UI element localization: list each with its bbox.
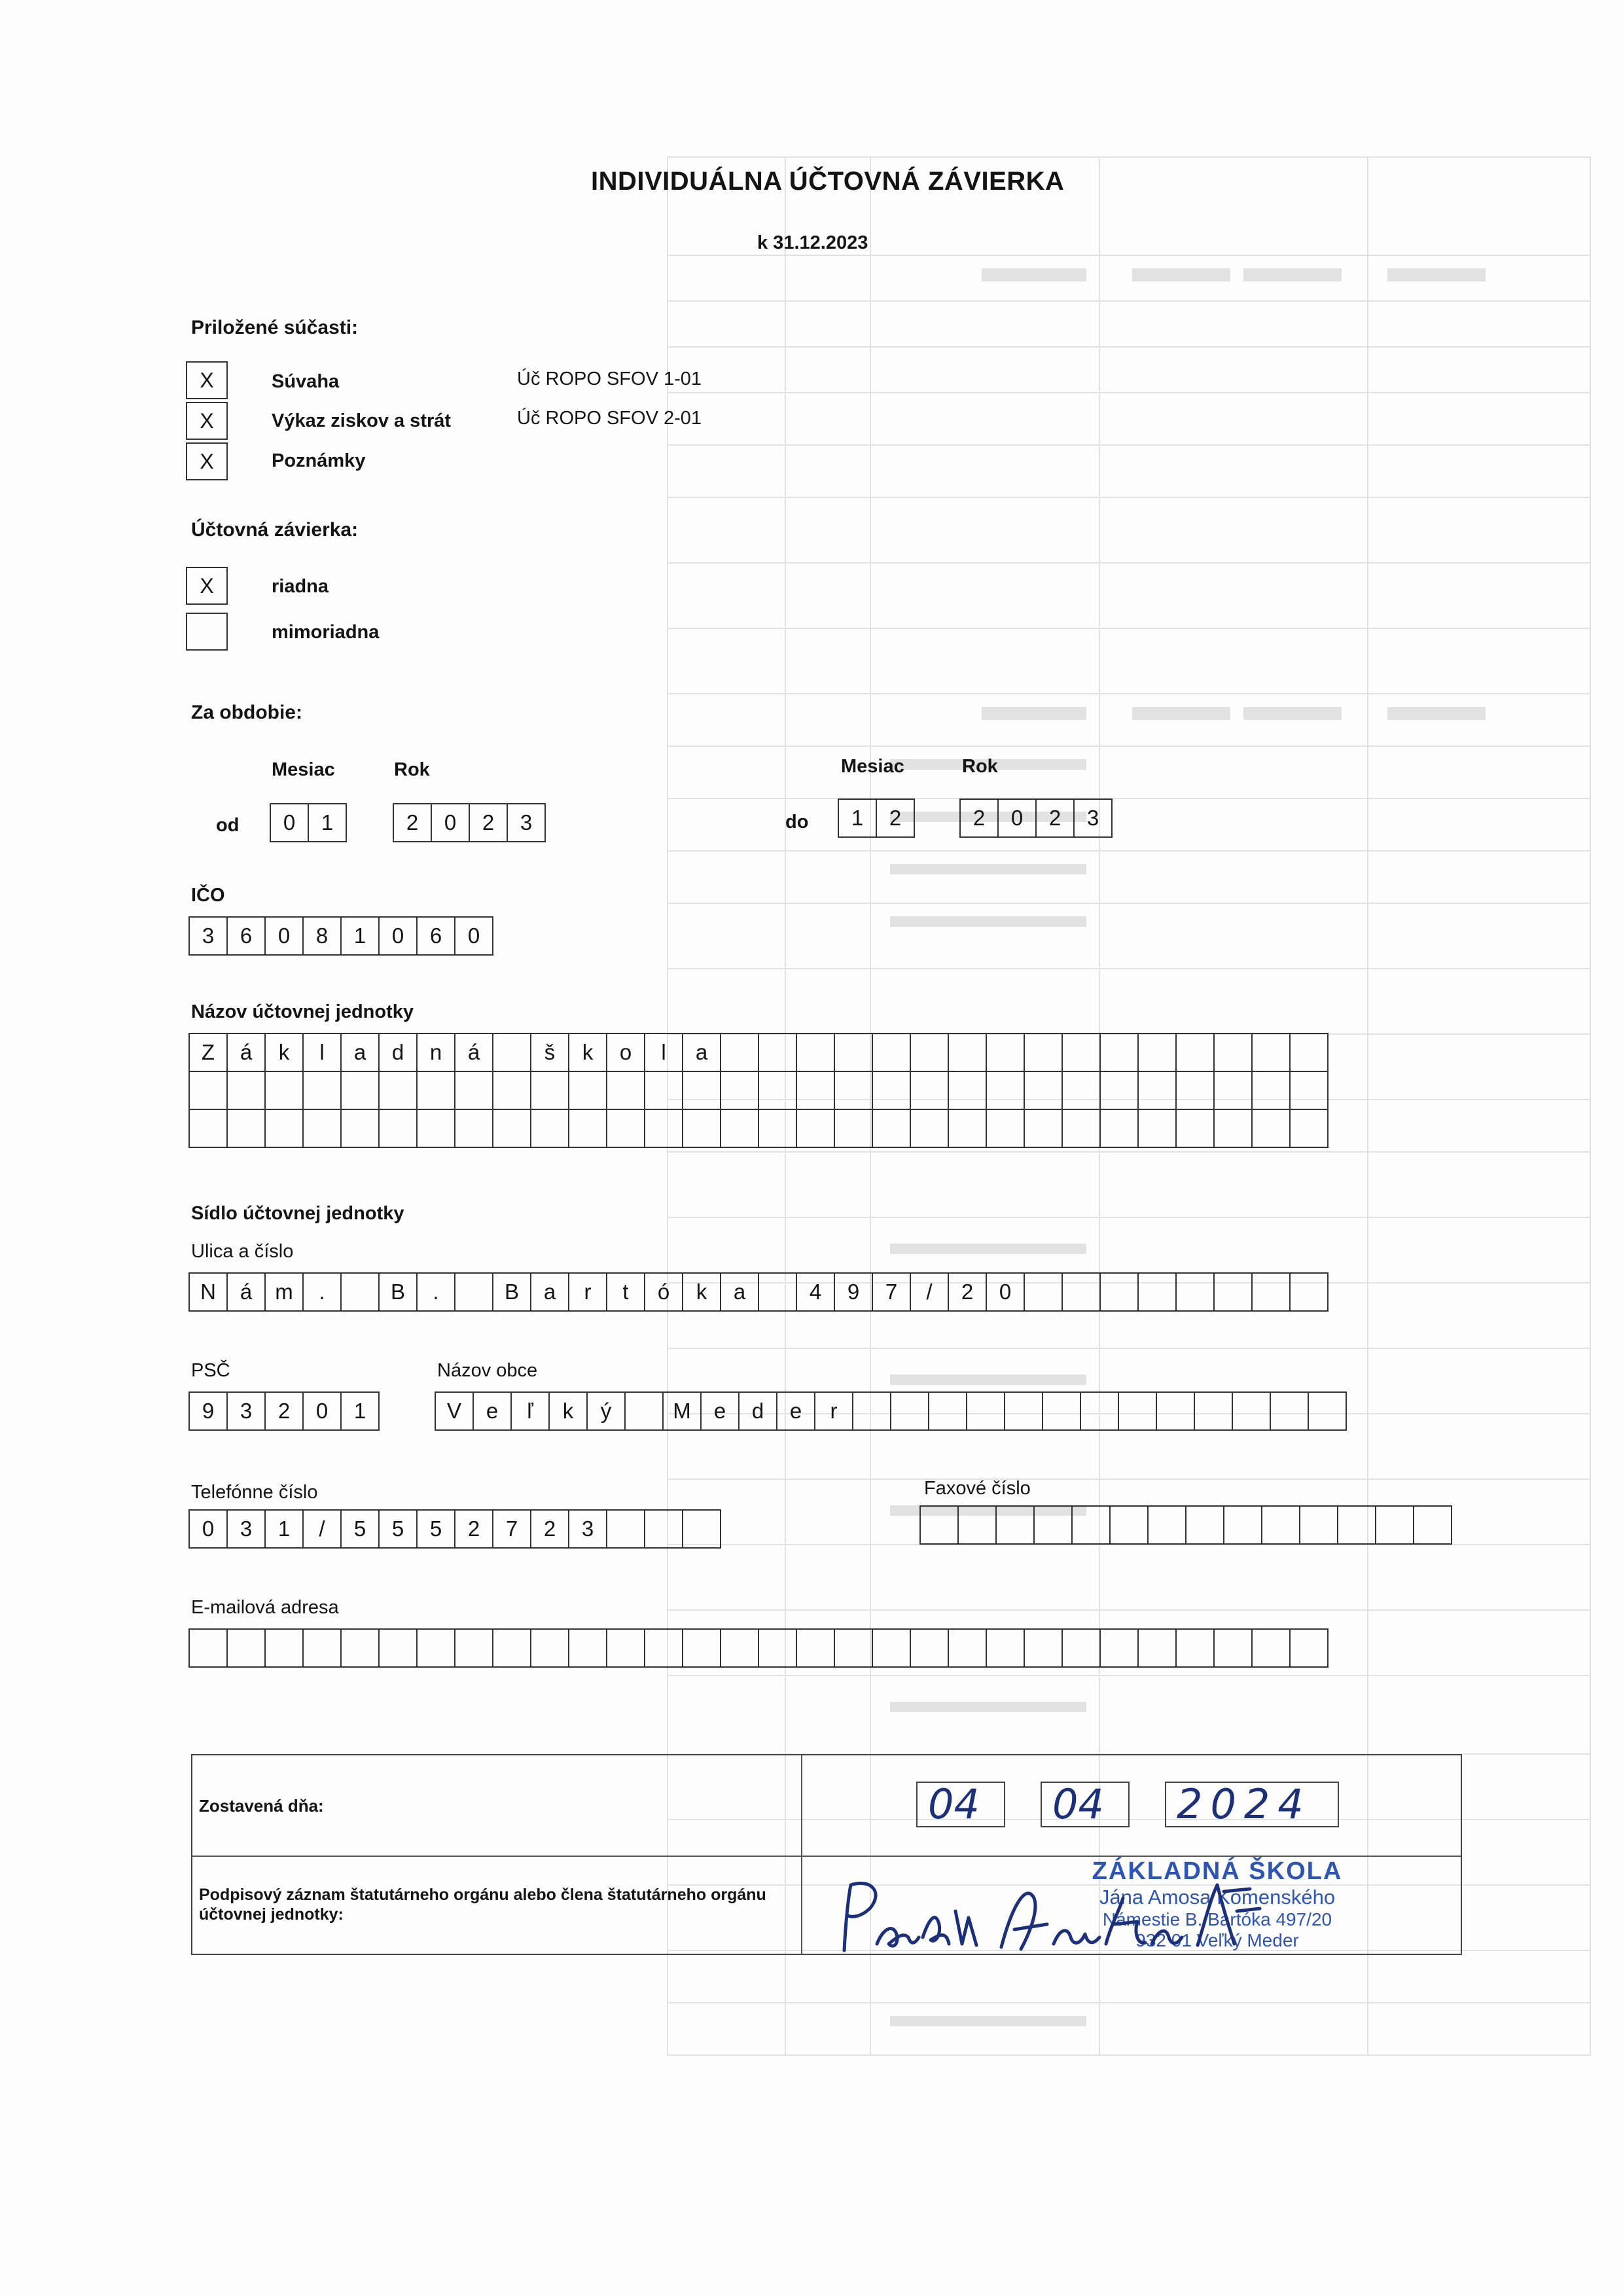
ico-cell[interactable]: 3 xyxy=(188,916,228,956)
statement-type-heading: Účtovná závierka: xyxy=(191,519,359,541)
street-cell[interactable]: m xyxy=(264,1272,304,1312)
city-cell[interactable] xyxy=(624,1391,664,1431)
from-year-cell[interactable]: 0 xyxy=(431,803,470,842)
street-cell[interactable]: B xyxy=(492,1272,531,1312)
entity-name-cell[interactable] xyxy=(1251,1109,1291,1148)
entity-name-cell[interactable] xyxy=(302,1071,342,1110)
entity-name-cell[interactable] xyxy=(948,1033,987,1072)
entity-name-cell[interactable] xyxy=(1024,1109,1063,1148)
stamp-line-4: 932 01 Veľký Meder xyxy=(1135,1930,1299,1950)
entity-name-cell[interactable] xyxy=(416,1071,455,1110)
period-from-year-label: Rok xyxy=(394,759,430,780)
street-cell[interactable]: . xyxy=(416,1272,455,1312)
email-cell[interactable] xyxy=(1289,1628,1329,1668)
signature-section-column-divider xyxy=(801,1755,802,1954)
phone-cell[interactable]: 1 xyxy=(264,1509,304,1549)
entity-name-cell[interactable] xyxy=(1213,1071,1253,1110)
entity-name-cell[interactable] xyxy=(986,1109,1025,1148)
fax-cell[interactable] xyxy=(1337,1505,1376,1545)
entity-name-field-row1[interactable] xyxy=(188,1033,1327,1072)
fax-cell[interactable] xyxy=(1375,1505,1414,1545)
entity-name-cell[interactable] xyxy=(986,1071,1025,1110)
period-from-month-label: Mesiac xyxy=(272,759,335,780)
street-cell[interactable] xyxy=(1175,1272,1215,1312)
signature-label: Podpisový záznam štatutárneho orgánu alebo člena štatutárneho orgánu účtovnej jednotky: xyxy=(199,1886,766,1924)
attachment-checkbox-vykaz[interactable]: X xyxy=(186,402,228,440)
phone-field[interactable] xyxy=(188,1509,720,1549)
city-cell[interactable] xyxy=(1004,1391,1043,1431)
city-cell[interactable] xyxy=(1118,1391,1157,1431)
street-cell[interactable]: 2 xyxy=(948,1272,987,1312)
from-year-cell[interactable]: 2 xyxy=(393,803,432,842)
document-title: INDIVIDUÁLNA ÚČTOVNÁ ZÁVIERKA xyxy=(591,167,1065,196)
entity-name-cell[interactable] xyxy=(758,1109,797,1148)
entity-name-cell[interactable] xyxy=(188,1071,228,1110)
entity-name-cell[interactable] xyxy=(1175,1033,1215,1072)
entity-name-cell[interactable] xyxy=(188,1109,228,1148)
street-cell[interactable] xyxy=(1251,1272,1291,1312)
street-cell[interactable]: 0 xyxy=(986,1272,1025,1312)
from-month-cell[interactable]: 0 xyxy=(270,803,309,842)
city-cell[interactable] xyxy=(966,1391,1005,1431)
entity-name-cell[interactable] xyxy=(834,1109,873,1148)
period-from-year-field[interactable] xyxy=(393,803,544,842)
fax-cell[interactable] xyxy=(919,1505,959,1545)
phone-cell[interactable]: 2 xyxy=(454,1509,493,1549)
fax-label: Faxové číslo xyxy=(924,1478,1031,1499)
statement-type-label-mimoriadna: mimoriadna xyxy=(272,622,380,643)
entity-name-cell[interactable] xyxy=(682,1071,721,1110)
from-year-cell[interactable]: 2 xyxy=(469,803,508,842)
phone-cell[interactable]: 5 xyxy=(416,1509,455,1549)
attachments-heading: Priložené súčasti: xyxy=(191,317,359,338)
compiled-month-box[interactable] xyxy=(1041,1782,1130,1827)
email-cell[interactable] xyxy=(986,1628,1025,1668)
psc-cell[interactable]: 9 xyxy=(188,1391,228,1431)
attachment-label-poznamky: Poznámky xyxy=(272,450,366,471)
entity-name-cell[interactable] xyxy=(910,1033,949,1072)
email-cell[interactable] xyxy=(1213,1628,1253,1668)
email-cell[interactable] xyxy=(834,1628,873,1668)
street-cell[interactable]: . xyxy=(302,1272,342,1312)
entity-name-field-row3[interactable] xyxy=(188,1109,1327,1148)
phone-cell[interactable]: 0 xyxy=(188,1509,228,1549)
entity-name-cell[interactable] xyxy=(302,1109,342,1148)
entity-name-cell[interactable] xyxy=(1137,1071,1177,1110)
street-cell[interactable]: 9 xyxy=(834,1272,873,1312)
phone-cell[interactable] xyxy=(606,1509,645,1549)
entity-name-cell[interactable] xyxy=(1175,1109,1215,1148)
email-cell[interactable] xyxy=(264,1628,304,1668)
attachment-code-suvaha: Úč ROPO SFOV 1-01 xyxy=(517,368,702,389)
entity-name-cell[interactable] xyxy=(378,1109,418,1148)
entity-name-cell[interactable] xyxy=(530,1071,569,1110)
email-cell[interactable] xyxy=(872,1628,911,1668)
stamp-line-2: Jána Amosa Komenského xyxy=(1099,1886,1336,1909)
fax-field[interactable] xyxy=(919,1505,1451,1545)
street-cell[interactable] xyxy=(1289,1272,1329,1312)
email-cell[interactable] xyxy=(1137,1628,1177,1668)
entity-name-cell[interactable] xyxy=(644,1071,683,1110)
entity-name-cell[interactable]: á xyxy=(454,1033,493,1072)
email-cell[interactable] xyxy=(644,1628,683,1668)
fax-cell[interactable] xyxy=(1147,1505,1186,1545)
psc-cell[interactable]: 3 xyxy=(226,1391,266,1431)
attachment-label-vykaz: Výkaz ziskov a strát xyxy=(272,410,452,431)
email-cell[interactable] xyxy=(416,1628,455,1668)
compiled-date-label: Zostavená dňa: xyxy=(199,1796,324,1816)
email-cell[interactable] xyxy=(454,1628,493,1668)
email-cell[interactable] xyxy=(568,1628,607,1668)
report-date: k 31.12.2023 xyxy=(757,232,868,253)
email-cell[interactable] xyxy=(378,1628,418,1668)
psc-cell[interactable]: 0 xyxy=(302,1391,342,1431)
entity-name-cell[interactable] xyxy=(530,1109,569,1148)
to-month-cell[interactable]: 1 xyxy=(838,798,877,838)
entity-name-cell[interactable] xyxy=(1061,1033,1101,1072)
entity-name-label: Názov účtovnej jednotky xyxy=(191,1001,414,1022)
entity-name-cell[interactable] xyxy=(1289,1109,1329,1148)
statement-type-checkbox-mimoriadna[interactable] xyxy=(186,613,228,651)
street-label: Ulica a číslo xyxy=(191,1241,294,1262)
compiled-day-box[interactable] xyxy=(916,1782,1005,1827)
fax-cell[interactable] xyxy=(995,1505,1035,1545)
entity-name-cell[interactable] xyxy=(758,1033,797,1072)
period-from-month-field[interactable] xyxy=(270,803,346,842)
entity-name-cell[interactable] xyxy=(1289,1071,1329,1110)
ico-cell[interactable]: 0 xyxy=(378,916,418,956)
city-cell[interactable]: M xyxy=(662,1391,702,1431)
attachment-label-suvaha: Súvaha xyxy=(272,371,340,392)
entity-name-cell[interactable]: á xyxy=(226,1033,266,1072)
phone-cell[interactable]: 3 xyxy=(568,1509,607,1549)
city-cell[interactable] xyxy=(1042,1391,1081,1431)
entity-name-cell[interactable] xyxy=(834,1033,873,1072)
entity-name-field-row2[interactable] xyxy=(188,1071,1327,1110)
entity-name-cell[interactable] xyxy=(606,1109,645,1148)
from-year-cell[interactable]: 3 xyxy=(507,803,546,842)
entity-name-cell[interactable] xyxy=(872,1071,911,1110)
fax-cell[interactable] xyxy=(1223,1505,1262,1545)
city-cell[interactable] xyxy=(928,1391,967,1431)
entity-name-cell[interactable]: n xyxy=(416,1033,455,1072)
to-year-cell[interactable]: 2 xyxy=(959,798,999,838)
phone-cell[interactable]: 5 xyxy=(340,1509,380,1549)
psc-field[interactable] xyxy=(188,1391,378,1431)
attachment-checkbox-suvaha[interactable]: X xyxy=(186,361,228,399)
city-cell[interactable] xyxy=(1156,1391,1195,1431)
ico-cell[interactable]: 0 xyxy=(264,916,304,956)
to-year-cell[interactable]: 2 xyxy=(1035,798,1075,838)
phone-label: Telefónne číslo xyxy=(191,1482,318,1503)
entity-name-cell[interactable]: Z xyxy=(188,1033,228,1072)
ico-label: IČO xyxy=(191,885,225,906)
entity-name-cell[interactable] xyxy=(796,1109,835,1148)
entity-name-cell[interactable] xyxy=(1251,1071,1291,1110)
entity-name-cell[interactable] xyxy=(1099,1033,1139,1072)
to-year-cell[interactable]: 3 xyxy=(1073,798,1113,838)
statement-type-checkbox-riadna[interactable]: X xyxy=(186,567,228,605)
street-cell[interactable] xyxy=(758,1272,797,1312)
street-cell[interactable]: k xyxy=(682,1272,721,1312)
city-cell[interactable]: ý xyxy=(586,1391,626,1431)
phone-cell[interactable]: / xyxy=(302,1509,342,1549)
entity-name-cell[interactable] xyxy=(568,1109,607,1148)
city-cell[interactable]: d xyxy=(738,1391,777,1431)
entity-name-cell[interactable] xyxy=(226,1071,266,1110)
city-cell[interactable]: V xyxy=(435,1391,474,1431)
entity-name-cell[interactable] xyxy=(910,1109,949,1148)
entity-name-cell[interactable] xyxy=(492,1033,531,1072)
city-field[interactable] xyxy=(435,1391,1346,1431)
ico-cell[interactable]: 6 xyxy=(226,916,266,956)
entity-name-cell[interactable] xyxy=(492,1071,531,1110)
phone-cell[interactable]: 2 xyxy=(530,1509,569,1549)
entity-name-cell[interactable] xyxy=(1024,1033,1063,1072)
entity-name-cell[interactable] xyxy=(340,1071,380,1110)
email-cell[interactable] xyxy=(910,1628,949,1668)
entity-name-cell[interactable] xyxy=(378,1071,418,1110)
fax-cell[interactable] xyxy=(1299,1505,1338,1545)
street-cell[interactable]: á xyxy=(226,1272,266,1312)
city-cell[interactable] xyxy=(1270,1391,1309,1431)
street-cell[interactable] xyxy=(1137,1272,1177,1312)
email-field[interactable] xyxy=(188,1628,1327,1668)
email-cell[interactable] xyxy=(720,1628,759,1668)
email-cell[interactable] xyxy=(1024,1628,1063,1668)
street-field[interactable] xyxy=(188,1272,1327,1312)
email-cell[interactable] xyxy=(1099,1628,1139,1668)
street-cell[interactable]: 7 xyxy=(872,1272,911,1312)
street-cell[interactable]: r xyxy=(568,1272,607,1312)
entity-name-cell[interactable] xyxy=(1099,1071,1139,1110)
street-cell[interactable]: N xyxy=(188,1272,228,1312)
statement-type-label-riadna: riadna xyxy=(272,576,329,597)
attachment-code-vykaz: Úč ROPO SFOV 2-01 xyxy=(517,408,702,429)
seat-label: Sídlo účtovnej jednotky xyxy=(191,1203,404,1224)
entity-name-cell[interactable] xyxy=(834,1071,873,1110)
entity-name-cell[interactable]: k xyxy=(568,1033,607,1072)
entity-name-cell[interactable] xyxy=(720,1033,759,1072)
entity-name-cell[interactable]: l xyxy=(644,1033,683,1072)
city-cell[interactable] xyxy=(1080,1391,1119,1431)
entity-name-cell[interactable]: o xyxy=(606,1033,645,1072)
ico-cell[interactable]: 1 xyxy=(340,916,380,956)
entity-name-cell[interactable] xyxy=(682,1109,721,1148)
city-cell[interactable] xyxy=(1194,1391,1233,1431)
entity-name-cell[interactable]: a xyxy=(682,1033,721,1072)
entity-name-cell[interactable] xyxy=(796,1033,835,1072)
phone-cell[interactable] xyxy=(682,1509,721,1549)
compiled-month-value: 04 xyxy=(1052,1780,1104,1828)
period-heading: Za obdobie: xyxy=(191,702,302,723)
city-cell[interactable] xyxy=(1308,1391,1347,1431)
to-year-cell[interactable]: 0 xyxy=(997,798,1037,838)
entity-name-cell[interactable]: d xyxy=(378,1033,418,1072)
fax-cell[interactable] xyxy=(1185,1505,1224,1545)
ico-cell[interactable]: 0 xyxy=(454,916,493,956)
period-to-year-field[interactable] xyxy=(959,798,1111,838)
fax-cell[interactable] xyxy=(1413,1505,1452,1545)
entity-name-cell[interactable] xyxy=(1213,1109,1253,1148)
entity-name-cell[interactable] xyxy=(872,1033,911,1072)
ico-cell[interactable]: 6 xyxy=(416,916,455,956)
entity-name-cell[interactable]: k xyxy=(264,1033,304,1072)
entity-name-cell[interactable] xyxy=(1175,1071,1215,1110)
fax-cell[interactable] xyxy=(957,1505,997,1545)
entity-name-cell[interactable] xyxy=(758,1071,797,1110)
to-month-cell[interactable]: 2 xyxy=(876,798,915,838)
email-cell[interactable] xyxy=(682,1628,721,1668)
entity-name-cell[interactable]: a xyxy=(340,1033,380,1072)
street-cell[interactable] xyxy=(454,1272,493,1312)
city-cell[interactable]: ľ xyxy=(510,1391,550,1431)
ico-cell[interactable]: 8 xyxy=(302,916,342,956)
entity-name-cell[interactable]: š xyxy=(530,1033,569,1072)
city-cell[interactable]: e xyxy=(473,1391,512,1431)
entity-name-cell[interactable] xyxy=(1099,1109,1139,1148)
compiled-year-value: 2024 xyxy=(1177,1780,1311,1828)
email-cell[interactable] xyxy=(302,1628,342,1668)
entity-name-cell[interactable] xyxy=(948,1071,987,1110)
entity-name-cell[interactable] xyxy=(454,1109,493,1148)
street-cell[interactable]: t xyxy=(606,1272,645,1312)
entity-name-cell[interactable] xyxy=(226,1109,266,1148)
email-cell[interactable] xyxy=(188,1628,228,1668)
email-cell[interactable] xyxy=(606,1628,645,1668)
entity-name-cell[interactable] xyxy=(910,1071,949,1110)
from-month-cell[interactable]: 1 xyxy=(308,803,347,842)
entity-name-cell[interactable] xyxy=(1137,1033,1177,1072)
fax-cell[interactable] xyxy=(1261,1505,1300,1545)
street-cell[interactable]: a xyxy=(720,1272,759,1312)
entity-name-cell[interactable]: l xyxy=(302,1033,342,1072)
city-label: Názov obce xyxy=(437,1360,538,1381)
street-cell[interactable]: B xyxy=(378,1272,418,1312)
entity-name-cell[interactable] xyxy=(1061,1071,1101,1110)
street-cell[interactable] xyxy=(1099,1272,1139,1312)
compiled-year-box[interactable] xyxy=(1165,1782,1339,1827)
street-cell[interactable] xyxy=(1061,1272,1101,1312)
entity-name-cell[interactable] xyxy=(1024,1071,1063,1110)
street-cell[interactable]: ó xyxy=(644,1272,683,1312)
phone-cell[interactable]: 7 xyxy=(492,1509,531,1549)
email-cell[interactable] xyxy=(758,1628,797,1668)
email-cell[interactable] xyxy=(530,1628,569,1668)
street-cell[interactable] xyxy=(340,1272,380,1312)
psc-label: PSČ xyxy=(191,1360,230,1381)
email-cell[interactable] xyxy=(1061,1628,1101,1668)
fax-cell[interactable] xyxy=(1109,1505,1149,1545)
email-cell[interactable] xyxy=(796,1628,835,1668)
period-from-label: od xyxy=(216,815,240,836)
signature-section-divider xyxy=(192,1856,1461,1857)
entity-name-cell[interactable] xyxy=(796,1071,835,1110)
entity-name-cell[interactable] xyxy=(264,1071,304,1110)
city-cell[interactable] xyxy=(852,1391,891,1431)
psc-cell[interactable]: 1 xyxy=(340,1391,380,1431)
ico-field[interactable] xyxy=(188,916,492,956)
entity-name-cell[interactable] xyxy=(454,1071,493,1110)
city-cell[interactable]: e xyxy=(700,1391,740,1431)
entity-name-cell[interactable] xyxy=(416,1109,455,1148)
entity-name-cell[interactable] xyxy=(948,1109,987,1148)
period-to-label: do xyxy=(785,812,809,833)
entity-name-cell[interactable] xyxy=(720,1071,759,1110)
entity-name-cell[interactable] xyxy=(568,1071,607,1110)
entity-name-cell[interactable] xyxy=(340,1109,380,1148)
stamp-line-3: Námestie B. Bartóka 497/20 xyxy=(1102,1909,1332,1929)
period-to-month-label: Mesiac xyxy=(841,756,904,777)
handwritten-signature xyxy=(831,1872,1276,1970)
city-cell[interactable]: r xyxy=(814,1391,853,1431)
phone-cell[interactable]: 3 xyxy=(226,1509,266,1549)
city-cell[interactable] xyxy=(1232,1391,1271,1431)
psc-cell[interactable]: 2 xyxy=(264,1391,304,1431)
email-label: E-mailová adresa xyxy=(191,1597,339,1618)
phone-cell[interactable]: 5 xyxy=(378,1509,418,1549)
entity-name-cell[interactable] xyxy=(986,1033,1025,1072)
period-to-month-field[interactable] xyxy=(838,798,914,838)
compiled-day-value: 04 xyxy=(928,1780,980,1828)
entity-name-cell[interactable] xyxy=(644,1109,683,1148)
entity-name-cell[interactable] xyxy=(872,1109,911,1148)
street-cell[interactable] xyxy=(1213,1272,1253,1312)
phone-cell[interactable] xyxy=(644,1509,683,1549)
city-cell[interactable] xyxy=(890,1391,929,1431)
entity-name-cell[interactable] xyxy=(1061,1109,1101,1148)
email-cell[interactable] xyxy=(340,1628,380,1668)
entity-name-cell[interactable] xyxy=(720,1109,759,1148)
fax-cell[interactable] xyxy=(1033,1505,1073,1545)
email-cell[interactable] xyxy=(226,1628,266,1668)
email-cell[interactable] xyxy=(1175,1628,1215,1668)
street-cell[interactable] xyxy=(1024,1272,1063,1312)
entity-name-cell[interactable] xyxy=(1137,1109,1177,1148)
email-cell[interactable] xyxy=(492,1628,531,1668)
city-cell[interactable]: e xyxy=(776,1391,815,1431)
stamp-line-1: ZÁKLADNÁ ŠKOLA xyxy=(1092,1857,1343,1885)
street-cell[interactable]: a xyxy=(530,1272,569,1312)
entity-name-cell[interactable] xyxy=(606,1071,645,1110)
email-cell[interactable] xyxy=(1251,1628,1291,1668)
entity-name-cell[interactable] xyxy=(492,1109,531,1148)
entity-name-cell[interactable] xyxy=(1289,1033,1329,1072)
entity-name-cell[interactable] xyxy=(1213,1033,1253,1072)
entity-name-cell[interactable] xyxy=(264,1109,304,1148)
street-cell[interactable]: / xyxy=(910,1272,949,1312)
street-cell[interactable]: 4 xyxy=(796,1272,835,1312)
entity-name-cell[interactable] xyxy=(1251,1033,1291,1072)
attachment-checkbox-poznamky[interactable]: X xyxy=(186,442,228,480)
period-to-year-label: Rok xyxy=(962,756,998,777)
city-cell[interactable]: k xyxy=(548,1391,588,1431)
email-cell[interactable] xyxy=(948,1628,987,1668)
fax-cell[interactable] xyxy=(1071,1505,1111,1545)
